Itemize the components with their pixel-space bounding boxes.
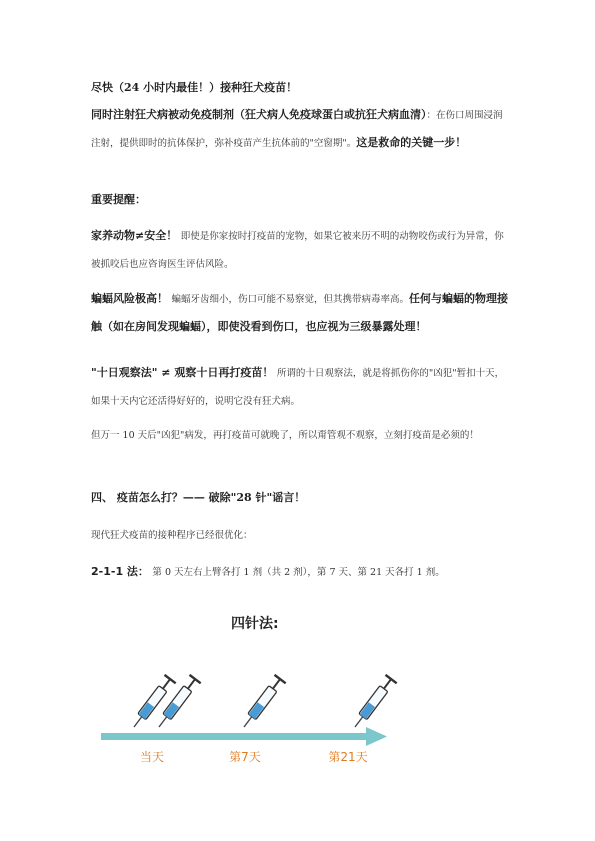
method-text: 第 0 天左右上臂各打 1 剂（共 2 剂），第 7 天、第 21 天各打 1 剂。 bbox=[152, 567, 445, 578]
ten-day-heading: "十日观察法" ≠ 观察十日再打疫苗！ bbox=[91, 366, 274, 379]
figure-title: 四针法: bbox=[231, 616, 279, 632]
four-shot-schedule-figure bbox=[91, 605, 509, 775]
method-label: 2-1-1 法： bbox=[91, 565, 149, 578]
pets-not-safe-text: 即使是你家按时打疫苗的宠物，如果它被来历不明的动物咬伤或行为异常，你被抓咬后也应咨询医生评估风险。 bbox=[91, 231, 504, 270]
passive-immunization-text: ：在伤口周围浸润注射，提供即时的抗体保护，弥补疫苗产生抗体前的"空窗期"。 bbox=[91, 110, 503, 149]
bat-risk-emphasis: 任何与蝙蝠的物理接触（如在房间发现蝙蝠），即使没看到伤口，也应视为三级暴露处理！ bbox=[91, 292, 509, 333]
paragraph-vaccinate-soon: 尽快（24 小时内最佳！）接种狂犬疫苗！ bbox=[91, 81, 298, 94]
bat-risk-text: 蝙蝠牙齿细小，伤口可能不易察觉，但其携带病毒率高。 bbox=[171, 294, 410, 305]
label-day-7: 第7天 bbox=[229, 750, 261, 764]
paragraph-do-not-wait: 但万一 10 天后"凶犯"病发，再打疫苗可就晚了，所以甭管观不观察，立刻打疫苗是必须的！ bbox=[91, 430, 479, 441]
syringe-icon bbox=[153, 675, 200, 731]
paragraph-modern-schedule: 现代狂犬疫苗的接种程序已经很优化： bbox=[91, 530, 253, 541]
syringe-icon bbox=[238, 675, 285, 731]
paragraph-bat-risk bbox=[91, 285, 509, 340]
pets-not-safe-heading: 家养动物≠安全！ bbox=[91, 229, 178, 242]
passive-immunization-heading: 同时注射狂犬病被动免疫制剂（狂犬病人免疫球蛋白或抗狂犬病血清） bbox=[91, 108, 427, 121]
passive-immunization-emphasis: 这是救命的关键一步！ bbox=[356, 136, 467, 149]
syringe-icon bbox=[128, 675, 175, 731]
timeline-arrow bbox=[101, 727, 387, 746]
section-heading-how-to-vaccinate: 四、 疫苗怎么打？—— 破除"28 针"谣言！ bbox=[91, 491, 306, 504]
ten-day-text: 所谓的十日观察法，就是将抓伤你的"凶犯"暂扣十天，如果十天内它还活得好好的，说明它没有狂犬病。 bbox=[91, 368, 505, 407]
paragraph-pets-not-safe bbox=[91, 222, 509, 278]
important-reminder-heading: 重要提醒： bbox=[91, 193, 146, 206]
paragraph-ten-day-observation bbox=[91, 359, 509, 415]
bat-risk-heading: 蝙蝠风险极高！ bbox=[91, 292, 168, 305]
syringe-icon bbox=[349, 675, 396, 731]
label-day-21: 第21天 bbox=[328, 750, 368, 764]
paragraph-2-1-1-method bbox=[91, 558, 509, 586]
label-day-0: 当天 bbox=[139, 750, 165, 764]
paragraph-passive-immunization bbox=[91, 101, 509, 157]
